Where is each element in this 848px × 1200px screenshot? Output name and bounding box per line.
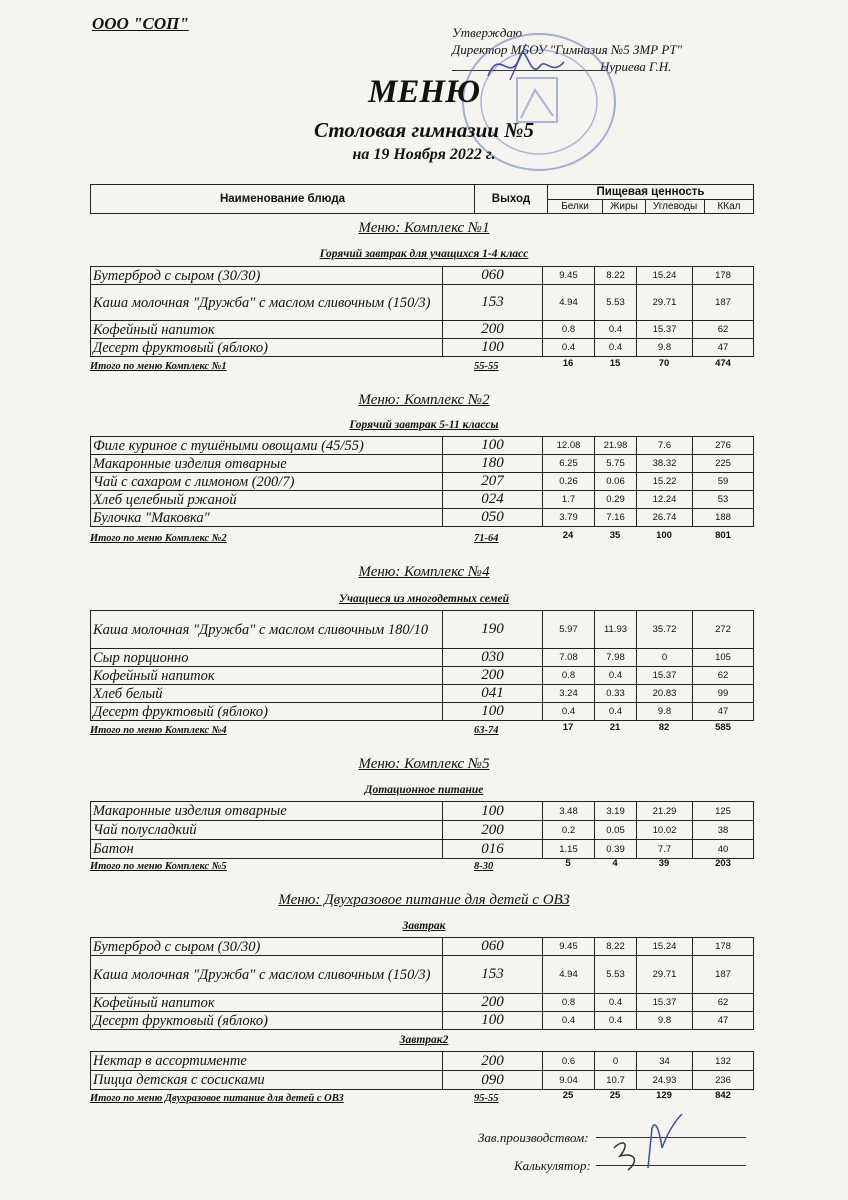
dish-kcal: 276 <box>715 440 731 451</box>
section-total <box>90 722 754 739</box>
section-total <box>90 358 754 375</box>
total-fat: 25 <box>609 1090 621 1101</box>
dish-protein: 0.4 <box>543 339 595 356</box>
dish-fat: 0.4 <box>595 339 637 356</box>
dish-fat: 11.93 <box>595 611 637 648</box>
dish-protein: 6.25 <box>543 455 595 472</box>
dish-carbs: 15.24 <box>637 267 693 284</box>
section-subtitle: Горячий завтрак 5-11 классы <box>349 419 499 431</box>
dish-carbs: 7.7 <box>637 840 693 858</box>
table-row <box>90 667 754 685</box>
menu-table <box>90 801 754 859</box>
menu-table <box>90 1051 754 1090</box>
dish-fat: 0.06 <box>595 473 637 490</box>
dish-carbs: 34 <box>637 1052 693 1070</box>
dish-protein: 12.08 <box>543 437 595 454</box>
total-protein: 17 <box>562 722 574 733</box>
total-kcal: 474 <box>715 358 731 369</box>
signature-block <box>478 1124 591 1180</box>
dish-name: Кофейный напиток <box>91 321 443 338</box>
header-carbs: Углеводы <box>646 200 705 214</box>
menu-table <box>90 266 754 357</box>
total-protein: 5 <box>565 858 571 869</box>
dish-name: Макаронные изделия отварные <box>91 455 443 472</box>
table-header <box>90 184 754 214</box>
dish-carbs: 0 <box>637 649 693 666</box>
total-kcal: 585 <box>715 722 731 733</box>
dish-kcal: 125 <box>715 805 731 817</box>
table-row <box>90 1012 754 1030</box>
dish-name: Бутерброд с сыром (30/30) <box>91 938 443 955</box>
dish-output: 153 <box>443 285 543 320</box>
table-row <box>90 802 754 821</box>
dish-output: 200 <box>443 821 543 839</box>
dish-output: 041 <box>443 685 543 702</box>
dish-carbs: 26.74 <box>637 509 693 526</box>
section-subtitle: Горячий завтрак для учащихся 1-4 класс <box>319 248 529 260</box>
dish-output: 060 <box>443 267 543 284</box>
table-row <box>90 339 754 357</box>
menu-date: на 19 Ноября 2022 г. <box>352 146 496 163</box>
dish-protein: 1.7 <box>543 491 595 508</box>
dish-carbs: 12.24 <box>637 491 693 508</box>
dish-output: 180 <box>443 455 543 472</box>
table-row <box>90 321 754 339</box>
total-output: 55-55 <box>474 361 499 372</box>
dish-kcal: 132 <box>715 1055 731 1067</box>
dish-output: 200 <box>443 321 543 338</box>
section-title: Меню: Двухразовое питание для детей с ОВЗ <box>278 892 570 908</box>
dish-protein: 0.26 <box>543 473 595 490</box>
dish-carbs: 24.93 <box>637 1071 693 1089</box>
organization-name: ООО "СОП" <box>92 14 189 33</box>
dish-carbs: 15.37 <box>637 667 693 684</box>
dish-protein: 3.48 <box>543 802 595 820</box>
total-carbs: 70 <box>658 358 670 369</box>
dish-kcal: 188 <box>715 512 731 523</box>
dish-fat: 10.7 <box>595 1071 637 1089</box>
dish-fat: 0.4 <box>595 667 637 684</box>
page-subtitle: Столовая гимназии №5 <box>314 118 534 142</box>
total-carbs: 129 <box>656 1090 672 1101</box>
total-label: Итого по меню Комплекс №2 <box>90 533 227 544</box>
dish-name: Десерт фруктовый (яблоко) <box>91 703 443 720</box>
page-title: МЕНЮ <box>368 74 480 110</box>
section-total <box>90 530 754 547</box>
section-subtitle: Дотационное питание <box>364 784 484 796</box>
dish-fat: 0.4 <box>595 1012 637 1029</box>
dish-fat: 5.53 <box>595 285 637 320</box>
production-manager-label: Зав.производством: <box>478 1130 589 1145</box>
section-subtitle: Учащиеся из многодетных семей <box>339 593 509 605</box>
dish-name: Пицца детская с сосисками <box>91 1071 443 1089</box>
dish-name: Бутерброд с сыром (30/30) <box>91 267 443 284</box>
dish-name: Каша молочная "Дружба" с маслом сливочным (150/3) <box>91 285 443 320</box>
dish-output: 200 <box>443 994 543 1011</box>
dish-fat: 0.33 <box>595 685 637 702</box>
table-row <box>90 267 754 285</box>
dish-fat: 0 <box>595 1052 637 1070</box>
dish-kcal: 236 <box>715 1074 731 1086</box>
dish-protein: 0.8 <box>543 321 595 338</box>
total-fat: 15 <box>609 358 621 369</box>
dish-name: Каша молочная "Дружба" с маслом сливочным (150/3) <box>91 956 443 993</box>
dish-protein: 9.45 <box>543 267 595 284</box>
total-label: Итого по меню Двухразовое питание для детей с ОВЗ <box>90 1093 344 1104</box>
dish-name: Чай с сахаром с лимоном (200/7) <box>91 473 443 490</box>
dish-output: 016 <box>443 840 543 858</box>
dish-output: 100 <box>443 339 543 356</box>
table-row <box>90 685 754 703</box>
dish-fat: 5.53 <box>595 956 637 993</box>
dish-output: 200 <box>443 1052 543 1070</box>
table-row <box>90 455 754 473</box>
dish-fat: 7.98 <box>595 649 637 666</box>
table-row <box>90 285 754 321</box>
total-carbs: 100 <box>656 530 672 541</box>
dish-protein: 0.8 <box>543 994 595 1011</box>
total-fat: 4 <box>612 858 618 869</box>
dish-kcal: 62 <box>717 670 729 681</box>
dish-protein: 9.04 <box>543 1071 595 1089</box>
dish-fat: 21.98 <box>595 437 637 454</box>
dish-fat: 0.4 <box>595 321 637 338</box>
dish-protein: 1.15 <box>543 840 595 858</box>
dish-fat: 5.75 <box>595 455 637 472</box>
dish-output: 200 <box>443 667 543 684</box>
menu-table <box>90 610 754 721</box>
dish-kcal: 53 <box>717 494 729 505</box>
section-total <box>90 858 754 875</box>
table-row <box>90 956 754 994</box>
dish-name: Булочка "Маковка" <box>91 509 443 526</box>
total-output: 8-30 <box>474 861 494 872</box>
dish-name: Сыр порционно <box>91 649 443 666</box>
dish-protein: 0.4 <box>543 703 595 720</box>
table-row <box>90 840 754 859</box>
dish-name: Каша молочная "Дружба" с маслом сливочным 180/10 <box>91 611 443 648</box>
dish-kcal: 47 <box>717 706 729 717</box>
total-protein: 25 <box>562 1090 574 1101</box>
dish-fat: 3.19 <box>595 802 637 820</box>
calculator-label: Калькулятор: <box>514 1158 591 1173</box>
dish-kcal: 178 <box>715 270 731 281</box>
dish-carbs: 10.02 <box>637 821 693 839</box>
total-label: Итого по меню Комплекс №4 <box>90 725 227 736</box>
dish-fat: 0.39 <box>595 840 637 858</box>
dish-protein: 0.8 <box>543 667 595 684</box>
dish-kcal: 187 <box>715 297 731 308</box>
dish-name: Чай полусладкий <box>91 821 443 839</box>
dish-kcal: 38 <box>717 824 729 836</box>
dish-name: Хлеб белый <box>91 685 443 702</box>
section-title: Меню: Комплекс №2 <box>358 392 490 408</box>
table-row <box>90 437 754 455</box>
header-protein: Белки <box>548 200 603 214</box>
dish-name: Макаронные изделия отварные <box>91 802 443 820</box>
dish-carbs: 38.32 <box>637 455 693 472</box>
dish-carbs: 15.22 <box>637 473 693 490</box>
total-output: 63-74 <box>474 725 499 736</box>
dish-name: Батон <box>91 840 443 858</box>
dish-output: 090 <box>443 1071 543 1089</box>
total-protein: 24 <box>562 530 574 541</box>
dish-protein: 0.2 <box>543 821 595 839</box>
dish-output: 024 <box>443 491 543 508</box>
dish-carbs: 15.37 <box>637 994 693 1011</box>
dish-output: 190 <box>443 611 543 648</box>
dish-carbs: 9.8 <box>637 339 693 356</box>
approval-line-1: Утверждаю <box>452 25 523 40</box>
dish-name: Нектар в ассортименте <box>91 1052 443 1070</box>
section-subtitle: Завтрак2 <box>399 1034 449 1046</box>
dish-name: Кофейный напиток <box>91 667 443 684</box>
table-row <box>90 473 754 491</box>
dish-protein: 4.94 <box>543 285 595 320</box>
table-row <box>90 994 754 1012</box>
dish-fat: 7.16 <box>595 509 637 526</box>
dish-kcal: 40 <box>717 843 729 855</box>
table-row <box>90 1071 754 1090</box>
table-row <box>90 938 754 956</box>
dish-fat: 0.4 <box>595 703 637 720</box>
dish-output: 060 <box>443 938 543 955</box>
dish-output: 100 <box>443 437 543 454</box>
dish-carbs: 20.83 <box>637 685 693 702</box>
dish-carbs: 15.24 <box>637 938 693 955</box>
table-row <box>90 1052 754 1071</box>
dish-output: 050 <box>443 509 543 526</box>
dish-kcal: 62 <box>717 997 729 1008</box>
dish-carbs: 9.8 <box>637 1012 693 1029</box>
dish-protein: 5.97 <box>543 611 595 648</box>
table-row <box>90 611 754 649</box>
dish-name: Десерт фруктовый (яблоко) <box>91 1012 443 1029</box>
dish-protein: 4.94 <box>543 956 595 993</box>
total-protein: 16 <box>562 358 574 369</box>
total-kcal: 842 <box>715 1090 731 1101</box>
dish-protein: 3.24 <box>543 685 595 702</box>
dish-output: 100 <box>443 802 543 820</box>
total-output: 95-55 <box>474 1093 499 1104</box>
approval-line-3: Нуриева Г.Н. <box>600 59 672 74</box>
table-row <box>90 491 754 509</box>
dish-kcal: 272 <box>715 624 731 635</box>
menu-table <box>90 937 754 1030</box>
dish-kcal: 99 <box>717 688 729 699</box>
total-fat: 21 <box>609 722 621 733</box>
total-kcal: 203 <box>715 858 731 869</box>
dish-carbs: 29.71 <box>637 956 693 993</box>
dish-output: 100 <box>443 1012 543 1029</box>
dish-carbs: 35.72 <box>637 611 693 648</box>
dish-fat: 0.4 <box>595 994 637 1011</box>
dish-kcal: 187 <box>715 969 731 980</box>
menu-table <box>90 436 754 527</box>
dish-kcal: 47 <box>717 1015 729 1026</box>
dish-output: 153 <box>443 956 543 993</box>
table-row <box>90 821 754 840</box>
header-kcal: ККал <box>705 200 754 214</box>
dish-protein: 0.4 <box>543 1012 595 1029</box>
dish-carbs: 15.37 <box>637 321 693 338</box>
header-dish-name: Наименование блюда <box>91 185 475 214</box>
dish-output: 030 <box>443 649 543 666</box>
section-title: Меню: Комплекс №5 <box>358 756 490 772</box>
dish-kcal: 178 <box>715 941 731 952</box>
dish-output: 100 <box>443 703 543 720</box>
table-row <box>90 649 754 667</box>
table-row <box>90 509 754 527</box>
table-row <box>90 703 754 721</box>
dish-carbs: 7.6 <box>637 437 693 454</box>
dish-protein: 0.6 <box>543 1052 595 1070</box>
total-label: Итого по меню Комплекс №1 <box>90 361 227 372</box>
dish-kcal: 47 <box>717 342 729 353</box>
total-carbs: 39 <box>658 858 670 869</box>
dish-name: Филе куриное с тушёными овощами (45/55) <box>91 437 443 454</box>
section-subtitle: Завтрак <box>402 920 446 932</box>
dish-kcal: 62 <box>717 324 729 335</box>
dish-fat: 8.22 <box>595 938 637 955</box>
approval-line-2: Директор МБОУ "Гимназия №5 ЗМР РТ" <box>452 42 683 57</box>
dish-protein: 7.08 <box>543 649 595 666</box>
dish-protein: 9.45 <box>543 938 595 955</box>
dish-fat: 0.05 <box>595 821 637 839</box>
dish-carbs: 21.29 <box>637 802 693 820</box>
dish-protein: 3.79 <box>543 509 595 526</box>
dish-fat: 8.22 <box>595 267 637 284</box>
total-kcal: 801 <box>715 530 731 541</box>
dish-kcal: 105 <box>715 652 731 663</box>
total-fat: 35 <box>609 530 621 541</box>
staff-signature-icon <box>590 1108 700 1178</box>
header-nutrition: Пищевая ценность <box>548 185 754 200</box>
dish-carbs: 9.8 <box>637 703 693 720</box>
total-carbs: 82 <box>658 722 670 733</box>
total-label: Итого по меню Комплекс №5 <box>90 861 227 872</box>
section-title: Меню: Комплекс №1 <box>358 220 490 236</box>
dish-carbs: 29.71 <box>637 285 693 320</box>
total-output: 71-64 <box>474 533 499 544</box>
header-output: Выход <box>475 185 548 214</box>
dish-kcal: 225 <box>715 458 731 469</box>
dish-name: Десерт фруктовый (яблоко) <box>91 339 443 356</box>
dish-output: 207 <box>443 473 543 490</box>
section-total <box>90 1090 754 1107</box>
dish-name: Кофейный напиток <box>91 994 443 1011</box>
header-fat: Жиры <box>603 200 646 214</box>
dish-name: Хлеб целебный ржаной <box>91 491 443 508</box>
dish-kcal: 59 <box>717 476 729 487</box>
section-title: Меню: Комплекс №4 <box>358 564 490 580</box>
dish-fat: 0.29 <box>595 491 637 508</box>
